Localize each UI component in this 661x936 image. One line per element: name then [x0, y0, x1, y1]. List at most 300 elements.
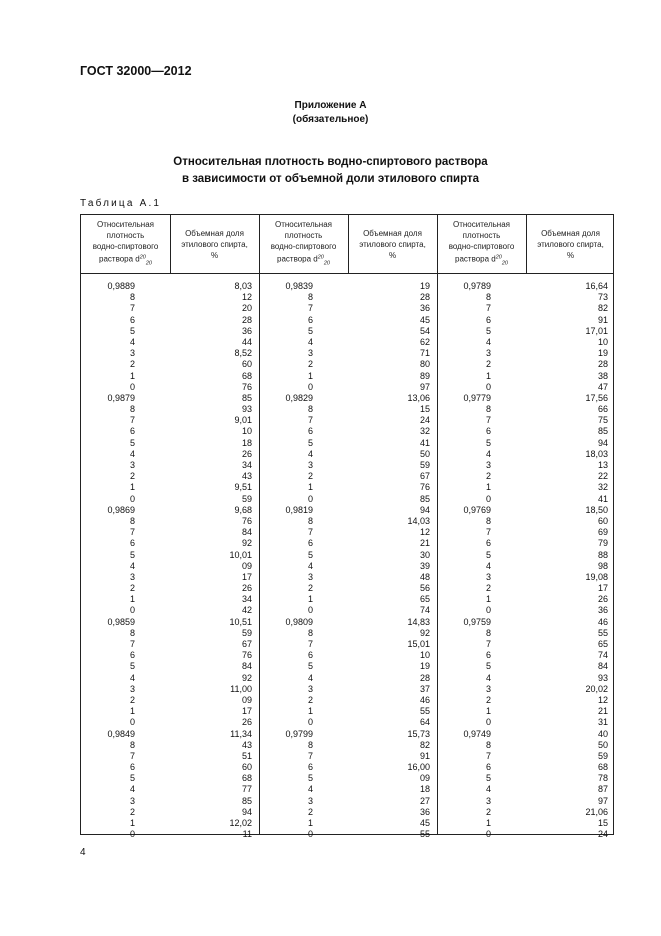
table-cell: 0 [129, 717, 135, 728]
page-number: 4 [80, 847, 86, 858]
table-cell: 0 [485, 829, 491, 840]
table-cell: 2 [129, 806, 135, 817]
table-title-line-1: Относительная плотность водно-спиртового раствора [173, 156, 488, 168]
table-cell: 3 [307, 348, 313, 359]
table-cell: 76 [241, 515, 252, 526]
table-cell: 68 [241, 773, 252, 784]
table-cell: 5 [485, 437, 491, 448]
table-cell: 10 [597, 336, 608, 347]
table-cell: 1 [307, 482, 313, 493]
annex-title: Приложение А [294, 100, 367, 111]
table-cell: 4 [485, 672, 491, 683]
table-cell: 5 [307, 661, 313, 672]
table-cell: 26 [241, 717, 252, 728]
table-cell: 18 [241, 437, 252, 448]
table-cell: 0,9849 [107, 728, 135, 739]
table-cell: 54 [419, 325, 430, 336]
table-cell: 2 [129, 359, 135, 370]
table-cell: 7 [307, 303, 313, 314]
table-cell: 0 [485, 493, 491, 504]
table-cell: 93 [597, 672, 608, 683]
table-cell: 32 [419, 426, 430, 437]
table-cell: 6 [307, 762, 313, 773]
table-cell: 0 [485, 605, 491, 616]
table-cell: 7 [129, 639, 135, 649]
table-cell: 2 [485, 694, 491, 705]
table-cell: 31 [597, 717, 608, 728]
table-cell: 6 [485, 762, 491, 773]
table-cell: 6 [129, 650, 135, 661]
table-cell: 2 [485, 471, 491, 482]
table-cell: 51 [241, 750, 252, 761]
table-cell: 92 [241, 538, 252, 549]
table-cell: 3 [307, 460, 313, 470]
table-cell: 2 [307, 359, 313, 370]
table-cell: 3 [129, 795, 135, 806]
table-cell: 59 [419, 460, 430, 470]
table-cell: 4 [307, 336, 313, 347]
table-cell: 0,9789 [463, 281, 491, 291]
table-cell: 1 [129, 594, 135, 605]
table-cell: 11 [242, 829, 252, 840]
header-volume-1: Объемная доля этилового спирта, % [181, 228, 248, 260]
table-cell: 6 [307, 538, 313, 549]
table-cell: 5 [129, 661, 135, 672]
table-cell: 0 [307, 381, 313, 392]
table-cell: 98 [597, 560, 608, 571]
table-cell: 8 [129, 404, 135, 415]
table-cell: 4 [485, 336, 491, 347]
table-cell: 36 [597, 605, 608, 616]
table-cell: 1 [485, 818, 491, 828]
table-cell: 3 [485, 795, 491, 806]
table-cell: 73 [597, 292, 608, 303]
table-cell: 1 [129, 370, 135, 381]
table-cell: 5 [129, 325, 135, 336]
table-cell: 9,01 [234, 415, 252, 426]
table-cell: 34 [241, 460, 252, 470]
table-cell: 85 [597, 426, 608, 437]
table-cell: 7 [129, 415, 135, 426]
table-cell: 5 [129, 549, 135, 560]
table-cell: 5 [307, 437, 313, 448]
table-cell: 18,50 [585, 504, 608, 515]
header-volume-3: Объемная доля этилового спирта, % [537, 228, 604, 260]
table-cell: 27 [419, 795, 430, 806]
table-cell: 4 [307, 784, 313, 795]
table-cell: 17 [597, 583, 608, 594]
table-cell: 26 [241, 448, 252, 459]
table-cell: 45 [419, 818, 430, 828]
table-cell: 6 [129, 762, 135, 773]
table-cell: 3 [129, 348, 135, 359]
table-cell: 5 [129, 773, 135, 784]
table-cell: 7 [129, 527, 135, 538]
table-cell: 84 [597, 661, 608, 672]
table-cell: 14,83 [407, 616, 430, 627]
table-cell: 28 [419, 672, 430, 683]
table-cell: 82 [597, 303, 608, 314]
table-cell: 24 [419, 415, 430, 426]
table-cell: 55 [419, 706, 430, 717]
table-cell: 66 [597, 404, 608, 415]
table-cell: 2 [307, 583, 313, 594]
header-density-2: Относительная плотность водно-спиртового раствора $d^{20}_{20}$ [270, 219, 337, 267]
table-cell: 71 [419, 348, 430, 359]
table-cell: 1 [307, 594, 313, 605]
volume-column-2 [355, 281, 430, 840]
table-cell: 0,9879 [107, 392, 135, 403]
table-cell: 4 [485, 448, 491, 459]
table-cell: 1 [129, 482, 135, 493]
table-cell: 5 [307, 549, 313, 560]
table-cell: 60 [241, 762, 252, 773]
table-cell: 3 [129, 460, 135, 470]
table-cell: 74 [419, 605, 430, 616]
table-cell: 0,9809 [285, 616, 313, 627]
group-divider [437, 215, 438, 834]
table-cell: 3 [307, 683, 313, 694]
table-cell: 10 [419, 650, 430, 661]
table-cell: 8 [485, 515, 491, 526]
table-cell: 4 [485, 784, 491, 795]
table-cell: 8,52 [234, 348, 252, 359]
table-cell: 19 [419, 281, 430, 291]
table-cell: 09 [419, 773, 430, 784]
table-cell: 89 [419, 370, 430, 381]
table-cell: 4 [307, 448, 313, 459]
table-cell: 0,9759 [463, 616, 491, 627]
table-cell: 19 [419, 661, 430, 672]
table-cell: 93 [241, 404, 252, 415]
table-cell: 2 [129, 583, 135, 594]
table-cell: 1 [485, 482, 491, 493]
table-cell: 8 [307, 292, 313, 303]
table-cell: 0,9889 [107, 281, 135, 291]
table-cell: 0,9859 [107, 616, 135, 627]
table-cell: 21,06 [585, 806, 608, 817]
table-cell: 2 [129, 471, 135, 482]
table-cell: 8 [485, 627, 491, 638]
table-cell: 15,01 [407, 639, 430, 649]
header-density-1: Относительная плотность водно-спиртового раствора $d^{20}_{20}$ [92, 219, 159, 267]
table-cell: 59 [241, 493, 252, 504]
table-cell: 5 [485, 549, 491, 560]
table-cell: 2 [129, 694, 135, 705]
table-cell: 0,9819 [285, 504, 313, 515]
table-cell: 11,00 [230, 683, 252, 694]
table-cell: 91 [419, 750, 430, 761]
table-cell: 12 [597, 694, 608, 705]
table-cell: 3 [485, 460, 491, 470]
table-cell: 60 [597, 515, 608, 526]
table-cell: 8 [129, 292, 135, 303]
table-cell: 8 [307, 404, 313, 415]
table-cell: 0 [307, 493, 313, 504]
table-cell: 28 [419, 292, 430, 303]
table-cell: 44 [241, 336, 252, 347]
table-cell: 17,56 [585, 392, 608, 403]
table-cell: 1 [307, 706, 313, 717]
table-cell: 4 [129, 672, 135, 683]
table-cell: 17 [241, 706, 252, 717]
table-cell: 37 [419, 683, 430, 694]
table-cell: 20 [241, 303, 252, 314]
table-cell: 22 [597, 471, 608, 482]
header-volume-2: Объемная доля этилового спирта, % [359, 228, 426, 260]
table-cell: 5 [307, 325, 313, 336]
table-cell: 6 [307, 650, 313, 661]
table-cell: 6 [485, 426, 491, 437]
table-cell: 87 [597, 784, 608, 795]
density-table [80, 214, 614, 840]
table-cell: 79 [597, 538, 608, 549]
table-cell: 3 [129, 571, 135, 582]
table-cell: 24 [597, 829, 608, 840]
table-cell: 82 [419, 739, 430, 750]
table-cell: 0 [307, 829, 313, 840]
table-cell: 8 [129, 515, 135, 526]
table-cell: 55 [419, 829, 430, 840]
table-cell: 76 [241, 650, 252, 661]
table-cell: 60 [241, 359, 252, 370]
table-caption: Таблица А.1 [80, 198, 162, 209]
table-cell: 3 [307, 571, 313, 582]
table-cell: 1 [307, 370, 313, 381]
table-cell: 9,51 [234, 482, 252, 493]
table-cell: 1 [307, 818, 313, 828]
table-cell: 55 [597, 627, 608, 638]
table-cell: 5 [485, 773, 491, 784]
table-cell: 0,9869 [107, 504, 135, 515]
header-density-3: Относительная плотность водно-спиртового раствора $d^{20}_{20}$ [448, 219, 515, 267]
table-cell: 32 [597, 482, 608, 493]
table-cell: 7 [307, 527, 313, 538]
document-id: ГОСТ 32000—2012 [80, 64, 192, 78]
table-cell: 7 [307, 639, 313, 649]
table-cell: 0,9839 [285, 281, 313, 291]
table-cell: 85 [241, 795, 252, 806]
table-cell: 5 [485, 661, 491, 672]
table-cell: 7 [485, 639, 491, 649]
table-cell: 21 [597, 706, 608, 717]
table-cell: 67 [419, 471, 430, 482]
table-cell: 8 [307, 627, 313, 638]
table-cell: 36 [419, 303, 430, 314]
table-cell: 7 [307, 750, 313, 761]
table-cell: 1 [485, 370, 491, 381]
table-cell: 3 [307, 795, 313, 806]
table-cell: 43 [241, 471, 252, 482]
table-cell: 39 [419, 560, 430, 571]
table-cell: 10,51 [229, 616, 252, 627]
table-cell: 6 [129, 538, 135, 549]
table-cell: 13,06 [407, 392, 430, 403]
table-cell: 13 [597, 460, 608, 470]
table-cell: 26 [597, 594, 608, 605]
table-cell: 1 [485, 706, 491, 717]
table-cell: 2 [307, 806, 313, 817]
table-cell: 62 [419, 336, 430, 347]
table-cell: 21 [419, 538, 430, 549]
table-cell: 92 [419, 627, 430, 638]
table-cell: 85 [419, 493, 430, 504]
table-cell: 2 [485, 806, 491, 817]
table-cell: 50 [597, 739, 608, 750]
table-cell: 76 [419, 482, 430, 493]
table-cell: 80 [419, 359, 430, 370]
table-cell: 8 [129, 627, 135, 638]
table-cell: 4 [307, 672, 313, 683]
table-cell: 77 [241, 784, 252, 795]
table-cell: 0,9749 [463, 728, 491, 739]
table-cell: 15,73 [407, 728, 430, 739]
table-cell: 92 [241, 672, 252, 683]
table-cell: 46 [419, 694, 430, 705]
table-cell: 68 [597, 762, 608, 773]
table-cell: 0 [307, 605, 313, 616]
table-cell: 0 [307, 717, 313, 728]
table-cell: 69 [597, 527, 608, 538]
table-cell: 64 [419, 717, 430, 728]
table-cell: 74 [597, 650, 608, 661]
table-cell: 12 [241, 292, 252, 303]
table-cell: 7 [485, 303, 491, 314]
table-cell: 11,34 [230, 728, 252, 739]
table-cell: 36 [241, 325, 252, 336]
table-cell: 75 [597, 415, 608, 426]
table-cell: 47 [597, 381, 608, 392]
table-cell: 28 [241, 314, 252, 325]
table-cell: 97 [419, 381, 430, 392]
table-cell: 5 [307, 773, 313, 784]
table-cell: 0 [129, 381, 135, 392]
table-cell: 30 [419, 549, 430, 560]
table-cell: 0 [129, 829, 135, 840]
table-cell: 28 [597, 359, 608, 370]
table-cell: 10 [241, 426, 252, 437]
table-cell: 85 [241, 392, 252, 403]
table-cell: 6 [129, 426, 135, 437]
table-cell: 7 [485, 750, 491, 761]
table-cell: 41 [419, 437, 430, 448]
volume-column-3 [533, 281, 608, 840]
table-cell: 9,68 [234, 504, 252, 515]
table-cell: 2 [485, 583, 491, 594]
table-cell: 43 [241, 739, 252, 750]
table-cell: 67 [241, 639, 252, 649]
table-cell: 88 [597, 549, 608, 560]
table-cell: 7 [485, 415, 491, 426]
table-cell: 2 [485, 359, 491, 370]
table-cell: 6 [307, 426, 313, 437]
table-cell: 5 [485, 325, 491, 336]
table-cell: 4 [485, 560, 491, 571]
table-cell: 0,9799 [285, 728, 313, 739]
table-cell: 7 [129, 303, 135, 314]
table-cell: 94 [597, 437, 608, 448]
table-cell: 8 [485, 404, 491, 415]
table-cell: 2 [307, 471, 313, 482]
table-cell: 4 [129, 336, 135, 347]
table-cell: 65 [419, 594, 430, 605]
table-cell: 94 [419, 504, 430, 515]
table-cell: 12,02 [229, 818, 252, 828]
table-cell: 50 [419, 448, 430, 459]
table-cell: 0,9829 [285, 392, 313, 403]
density-column-1 [87, 281, 135, 840]
table-cell: 68 [241, 370, 252, 381]
table-cell: 94 [241, 806, 252, 817]
table-cell: 19 [597, 348, 608, 359]
table-cell: 0 [129, 493, 135, 504]
table-cell: 0 [129, 605, 135, 616]
header-rule [81, 273, 613, 274]
density-column-3 [443, 281, 491, 840]
density-column-2 [265, 281, 313, 840]
table-cell: 46 [597, 616, 608, 627]
volume-column-1 [177, 281, 252, 840]
table-cell: 7 [485, 527, 491, 538]
table-cell: 34 [241, 594, 252, 605]
table-cell: 6 [485, 650, 491, 661]
table-cell: 8 [485, 292, 491, 303]
table-cell: 12 [419, 527, 430, 538]
table-cell: 8,03 [234, 281, 252, 291]
table-cell: 0,9769 [463, 504, 491, 515]
table-cell: 26 [241, 583, 252, 594]
table-cell: 4 [129, 560, 135, 571]
table-cell: 91 [597, 314, 608, 325]
table-cell: 97 [597, 795, 608, 806]
table-cell: 36 [419, 806, 430, 817]
table-cell: 16,00 [407, 762, 430, 773]
table-cell: 3 [485, 683, 491, 694]
table-cell: 6 [307, 314, 313, 325]
table-cell: 2 [307, 694, 313, 705]
table-cell: 19,08 [585, 571, 608, 582]
table-cell: 5 [129, 437, 135, 448]
table-cell: 20,02 [585, 683, 608, 694]
annex-status: (обязательное) [292, 114, 369, 125]
table-cell: 59 [597, 750, 608, 761]
table-cell: 09 [241, 560, 252, 571]
table-cell: 4 [129, 784, 135, 795]
table-cell: 0,9779 [463, 392, 491, 403]
table-cell: 84 [241, 527, 252, 538]
table-cell: 6 [129, 314, 135, 325]
table-cell: 09 [241, 694, 252, 705]
table-cell: 45 [419, 314, 430, 325]
table-cell: 7 [129, 750, 135, 761]
table-cell: 3 [129, 683, 135, 694]
table-cell: 8 [307, 739, 313, 750]
table-cell: 3 [485, 571, 491, 582]
table-cell: 8 [485, 739, 491, 750]
table-cell: 17 [241, 571, 252, 582]
table-cell: 18,03 [585, 448, 608, 459]
table-cell: 65 [597, 639, 608, 649]
table-cell: 18 [419, 784, 430, 795]
table-cell: 76 [241, 381, 252, 392]
table-cell: 4 [307, 560, 313, 571]
table-cell: 17,01 [585, 325, 608, 336]
table-cell: 78 [597, 773, 608, 784]
table-cell: 16,64 [585, 281, 608, 291]
table-cell: 42 [241, 605, 252, 616]
table-cell: 84 [241, 661, 252, 672]
table-cell: 15 [419, 404, 430, 415]
